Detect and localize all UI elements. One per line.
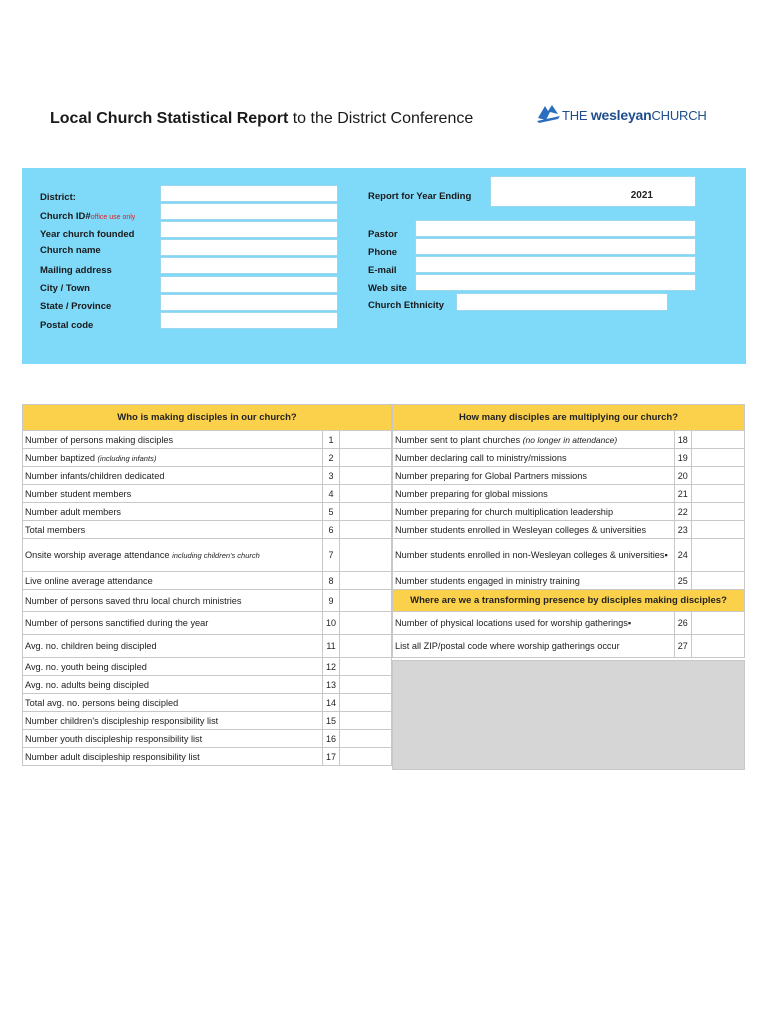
- table-row: [393, 572, 745, 590]
- table-row: [23, 635, 392, 658]
- value-input-cell[interactable]: [340, 431, 392, 449]
- row-number: 17: [323, 748, 340, 766]
- right-table-heading: How many disciples are multiplying our church?: [393, 405, 745, 431]
- row-number: 25: [674, 572, 691, 590]
- value-input-cell[interactable]: [691, 467, 744, 485]
- row-label: Number of persons saved thru local church ministries: [23, 590, 323, 612]
- table-row: [23, 431, 392, 449]
- table-row: [23, 521, 392, 539]
- row-number: 20: [674, 467, 691, 485]
- right-table-heading-2: Where are we a transforming presence by disciples making disciples?: [393, 590, 745, 612]
- row-number: 6: [323, 521, 340, 539]
- row-number: 21: [674, 485, 691, 503]
- value-input-cell[interactable]: [691, 521, 744, 539]
- table-row: [393, 449, 745, 467]
- value-input-cell[interactable]: [340, 612, 392, 635]
- website-field[interactable]: [415, 274, 696, 291]
- row-number: 14: [323, 694, 340, 712]
- value-input-cell[interactable]: [340, 590, 392, 612]
- table-row: [23, 658, 392, 676]
- report-year-field[interactable]: 2021: [490, 176, 696, 207]
- row-number: 8: [323, 572, 340, 590]
- church-name-label: Church name: [40, 245, 101, 256]
- district-label: District:: [40, 192, 76, 203]
- row-label: Number preparing for global missions: [393, 485, 675, 503]
- value-input-cell[interactable]: [340, 635, 392, 658]
- table-row: [23, 449, 392, 467]
- postal-code-label: Postal code: [40, 320, 94, 331]
- row-label: Avg. no. adults being discipled: [23, 676, 323, 694]
- table-row: [393, 485, 745, 503]
- row-number: 13: [323, 676, 340, 694]
- row-number: 4: [323, 485, 340, 503]
- row-number: 10: [323, 612, 340, 635]
- wesleyan-logo-icon: [536, 102, 562, 124]
- row-label: Number baptized (including infants): [23, 449, 323, 467]
- value-input-cell[interactable]: [340, 658, 392, 676]
- row-label: Avg. no. children being discipled: [23, 635, 323, 658]
- row-label: Total members: [23, 521, 323, 539]
- website-label: Web site: [368, 283, 407, 294]
- value-input-cell[interactable]: [340, 485, 392, 503]
- row-label: Number of persons making disciples: [23, 431, 323, 449]
- table-row: [23, 590, 392, 612]
- row-label: Number adult members: [23, 503, 323, 521]
- table-row: [393, 503, 745, 521]
- row-number: 2: [323, 449, 340, 467]
- year-founded-label: Year church founded: [40, 229, 135, 240]
- row-number: 18: [674, 431, 691, 449]
- row-label: Onsite worship average attendance including children's church: [23, 539, 323, 572]
- row-label: Number preparing for Global Partners missions: [393, 467, 675, 485]
- row-number: 3: [323, 467, 340, 485]
- table-row: [393, 521, 745, 539]
- district-field[interactable]: [160, 185, 338, 202]
- church-id-field[interactable]: [160, 203, 338, 220]
- phone-label: Phone: [368, 247, 398, 258]
- value-input-cell[interactable]: [340, 539, 392, 572]
- shaded-unused-area: [392, 660, 745, 770]
- state-field[interactable]: [160, 294, 338, 311]
- value-input-cell[interactable]: [340, 449, 392, 467]
- row-label: Number of persons sanctified during the year: [23, 612, 323, 635]
- postal-code-field[interactable]: [160, 312, 338, 329]
- row-number: 27: [674, 635, 691, 658]
- church-id-label: Church ID#office use only: [40, 211, 136, 222]
- table-row: [23, 485, 392, 503]
- value-input-cell[interactable]: [340, 730, 392, 748]
- report-year-label: Report for Year Ending: [368, 191, 472, 202]
- row-label: Number students enrolled in Wesleyan colleges & universities: [393, 521, 675, 539]
- office-use-note: office use only: [90, 214, 136, 221]
- row-number: 1: [323, 431, 340, 449]
- row-number: 7: [323, 539, 340, 572]
- row-number: 11: [323, 635, 340, 658]
- table-row: [23, 572, 392, 590]
- value-input-cell[interactable]: [340, 748, 392, 766]
- table-row: [23, 539, 392, 572]
- row-label: Number infants/children dedicated: [23, 467, 323, 485]
- value-input-cell[interactable]: [691, 485, 744, 503]
- row-label: Live online average attendance: [23, 572, 323, 590]
- table-row: [393, 635, 745, 658]
- left-stats-table: [22, 404, 392, 766]
- row-number: 12: [323, 658, 340, 676]
- title-bold: Local Church Statistical Report: [50, 110, 289, 127]
- value-input-cell[interactable]: [340, 503, 392, 521]
- row-number: 5: [323, 503, 340, 521]
- row-number: 19: [674, 449, 691, 467]
- phone-field[interactable]: [415, 238, 696, 255]
- value-input-cell[interactable]: [691, 449, 744, 467]
- year-founded-field[interactable]: [160, 221, 338, 238]
- mailing-address-field[interactable]: [160, 257, 338, 274]
- value-input-cell[interactable]: [691, 431, 744, 449]
- row-label: Total avg. no. persons being discipled: [23, 694, 323, 712]
- row-number: 26: [674, 612, 691, 635]
- row-label: Number declaring call to ministry/missions: [393, 449, 675, 467]
- left-table-heading: Who is making disciples in our church?: [23, 405, 392, 431]
- row-label: Number adult discipleship responsibility list: [23, 748, 323, 766]
- table-row: [393, 612, 745, 635]
- value-input-cell[interactable]: [691, 635, 744, 658]
- table-row: [393, 467, 745, 485]
- row-label: Number youth discipleship responsibility list: [23, 730, 323, 748]
- row-label: Number students enrolled in non-Wesleyan colleges & universities▪: [393, 539, 675, 572]
- city-field[interactable]: [160, 276, 338, 293]
- ethnicity-field[interactable]: [456, 293, 668, 311]
- row-label: Number children's discipleship responsibility list: [23, 712, 323, 730]
- value-input-cell[interactable]: [340, 676, 392, 694]
- value-input-cell[interactable]: [340, 467, 392, 485]
- value-input-cell[interactable]: [691, 503, 744, 521]
- table-row: [23, 503, 392, 521]
- row-label: Number preparing for church multiplication leadership: [393, 503, 675, 521]
- value-input-cell[interactable]: [340, 712, 392, 730]
- row-number: 15: [323, 712, 340, 730]
- row-number: 24: [674, 539, 691, 572]
- row-label: Number student members: [23, 485, 323, 503]
- value-input-cell[interactable]: [340, 572, 392, 590]
- value-input-cell[interactable]: [691, 572, 744, 590]
- church-name-field[interactable]: [160, 239, 338, 256]
- row-label: Number sent to plant churches (no longer in attendance): [393, 431, 675, 449]
- email-label: E-mail: [368, 265, 397, 276]
- table-row: [23, 694, 392, 712]
- ethnicity-label: Church Ethnicity: [368, 300, 445, 311]
- table-row: [393, 590, 745, 612]
- page-title: [50, 110, 473, 128]
- table-row: [23, 612, 392, 635]
- row-label: Avg. no. youth being discipled: [23, 658, 323, 676]
- row-number: 9: [323, 590, 340, 612]
- row-number: 22: [674, 503, 691, 521]
- title-rest: to the District Conference: [288, 110, 474, 127]
- row-label: List all ZIP/postal code where worship gatherings occur: [393, 635, 675, 658]
- pastor-field[interactable]: [415, 220, 696, 237]
- row-label: Number of physical locations used for worship gatherings▪: [393, 612, 675, 635]
- row-number: 23: [674, 521, 691, 539]
- row-number: 16: [323, 730, 340, 748]
- right-stats-table: [392, 404, 745, 658]
- pastor-label: Pastor: [368, 229, 398, 240]
- table-row: [23, 676, 392, 694]
- state-label: State / Province: [40, 301, 112, 312]
- value-input-cell[interactable]: [340, 521, 392, 539]
- church-logo: THE wesleyanCHURCH: [562, 107, 707, 123]
- table-row: [23, 748, 392, 766]
- value-input-cell[interactable]: [691, 612, 744, 635]
- mailing-address-label: Mailing address: [40, 265, 112, 276]
- table-row: [23, 730, 392, 748]
- table-row: [393, 431, 745, 449]
- table-row: [393, 539, 745, 572]
- value-input-cell[interactable]: [691, 539, 744, 572]
- value-input-cell[interactable]: [340, 694, 392, 712]
- row-label: Number students engaged in ministry training: [393, 572, 675, 590]
- table-row: [23, 467, 392, 485]
- city-label: City / Town: [40, 283, 90, 294]
- table-row: [23, 712, 392, 730]
- email-field[interactable]: [415, 256, 696, 273]
